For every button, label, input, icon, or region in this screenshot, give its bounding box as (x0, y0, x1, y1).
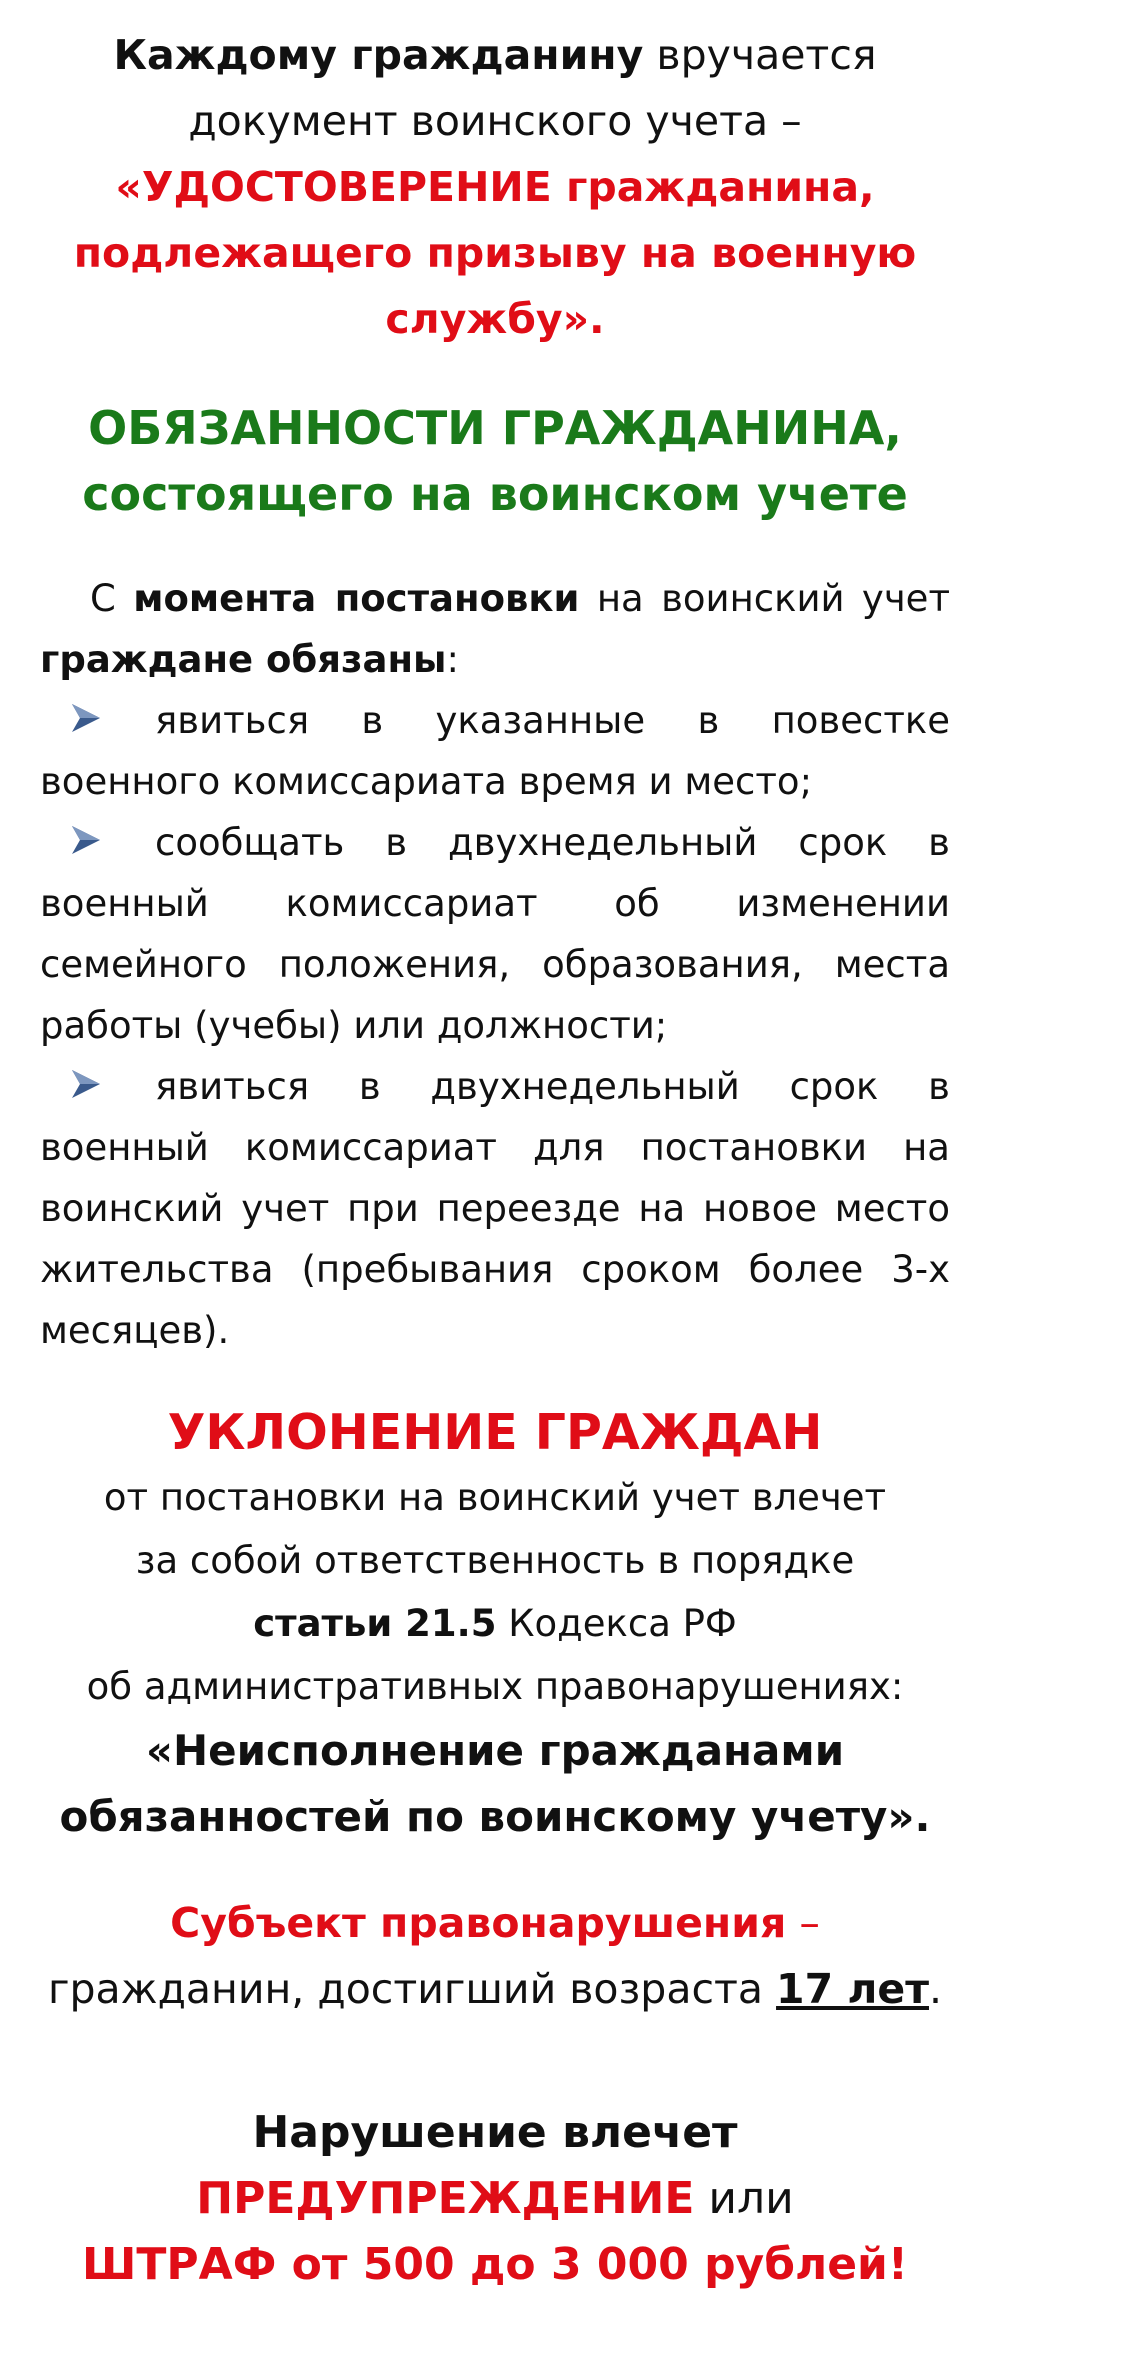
arrowhead-bullet-icon (70, 702, 102, 734)
fine-text: ШТРАФ от 500 до 3 000 рублей! (82, 2239, 908, 2290)
lead-rest: вручается (643, 31, 877, 79)
subject-text: гражданин, достигший возраста (47, 1965, 777, 2013)
evasion-line-1: от постановки на воинский учет влечет (103, 1476, 887, 1519)
list-item (40, 690, 950, 812)
evasion-line-2: за собой ответственность в порядке (135, 1539, 855, 1582)
warning-text: ПРЕДУПРЕЖДЕНИЕ (196, 2173, 695, 2224)
or-text: или (694, 2173, 794, 2224)
quote-line-2: обязанностей по воинскому учету». (59, 1792, 931, 1841)
evasion-heading: УКЛОНЕНИЕ ГРАЖДАН (167, 1404, 823, 1461)
list-item-text: явиться в указанные в повестке военного комиссариата время и место; (40, 699, 950, 803)
duties-heading (40, 395, 950, 527)
article-line (40, 1592, 950, 1655)
subject-period: . (928, 1965, 943, 2013)
intro-prefix: С (90, 577, 134, 620)
duties-list-section (40, 568, 950, 1361)
duties-heading-line-1: ОБЯЗАННОСТИ ГРАЖДАНИНА, (88, 401, 902, 455)
quote-line-1: «Неисполнение гражданами (145, 1726, 845, 1775)
arrowhead-bullet-icon (70, 824, 102, 856)
certificate-line-1 (40, 22, 950, 88)
list-item (40, 1056, 950, 1361)
subject-label: Субъект правонарушения (170, 1899, 787, 1947)
duties-intro (40, 568, 950, 690)
age-value: 17 лет (776, 1965, 929, 2013)
article-code: Кодекса РФ (496, 1602, 737, 1645)
subject-dash: – (786, 1899, 820, 1947)
intro-colon: : (446, 638, 459, 681)
list-item-text: явиться в двухнедельный срок в военный комиссариат для постановки на воинский учет при переезде на новое место жительства (пребывания сроком более 3-х месяцев). (40, 1065, 950, 1352)
certificate-paragraph (40, 22, 950, 352)
intro-bold: момента постановки (133, 577, 580, 620)
subject-line-1 (40, 1890, 950, 1956)
article-number: статьи 21.5 (253, 1602, 497, 1645)
penalty-line-1: Нарушение влечет (252, 2107, 738, 2158)
penalty-section (40, 2100, 950, 2298)
subject-section (40, 1890, 950, 2022)
evasion-line-4: об административных правонарушениях: (86, 1665, 904, 1708)
certificate-line-2: документ воинского учета – (188, 97, 802, 145)
list-item (40, 812, 950, 1056)
list-item-text: сообщать в двухнедельный срок в военный комиссариат об изменении семейного положения, образования, места работы (учебы) или должности; (40, 821, 950, 1047)
subject-line-2 (40, 1956, 950, 2022)
evasion-section (40, 1400, 950, 1850)
intro-rest: на воинский учет (579, 577, 951, 620)
bold-lead: Каждому гражданину (113, 31, 644, 79)
certificate-name: «УДОСТОВЕРЕНИЕ гражданина, подлежащего призыву на военную службу». (73, 163, 917, 343)
intro-bold-2: граждане обязаны (40, 638, 447, 681)
duties-heading-line-2: состоящего на воинском учете (82, 467, 908, 521)
penalty-line-2 (40, 2166, 950, 2232)
arrowhead-bullet-icon (70, 1068, 102, 1100)
